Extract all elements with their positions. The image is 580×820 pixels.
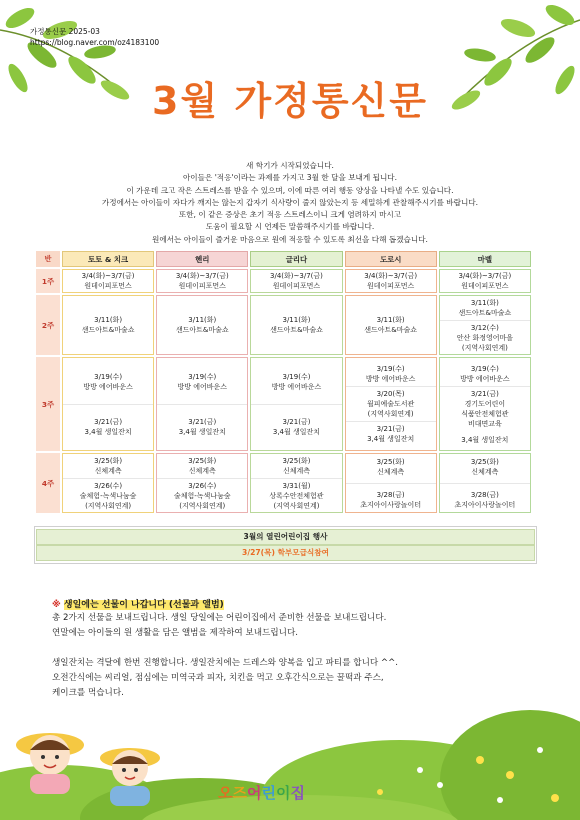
- intro-line: 이 가운데 크고 작은 스트레스를 받을 수 있으며, 이에 따른 여러 행동 양상을 나타낼 수도 있습니다.: [126, 185, 454, 195]
- class-header: 마벨: [439, 251, 531, 267]
- class-header: 글리다: [250, 251, 342, 267]
- intro-line: 새 학기가 시작되었습니다.: [246, 161, 334, 170]
- notice-line: 생일잔치는 격달에 한번 진행합니다. 생일잔치에는 드레스와 양복을 입고 파티를 합니다 ^^.: [52, 658, 399, 668]
- schedule-cell: 3/19(수) 방방 에어바운스 3/20(목) 월피예술도서관 (지역사회연계) 3/21(금) 3,4월 생일잔치: [345, 357, 437, 451]
- notice-paragraph: [52, 611, 386, 641]
- schedule-cell: 3/19(수) 방방 에어바운스 3/21(금) 3,4월 생일잔치: [156, 357, 248, 451]
- class-header-corner: 반: [36, 251, 60, 267]
- week-row: [36, 453, 531, 513]
- header-meta: [30, 26, 159, 48]
- schedule-cell: 3/19(수) 방방 에어바운스 3/21(금) 경기도어린이 식품안전체험관 비대면교육 3,4월 생일잔치: [439, 357, 531, 451]
- schedule-cell: 3/11(화) 샌드아트&마술쇼: [250, 295, 342, 355]
- notice-headline-text: 생일에는 선물이 나갑니다 (선물과 앨범): [63, 600, 224, 610]
- intro-line: 아이들은 '적응'이라는 과제를 가지고 3월 한 달을 보내게 됩니다.: [182, 173, 398, 183]
- schedule-cell: 3/25(화) 신체계측 3/28(금) 초지아이사랑놀이터: [439, 453, 531, 513]
- schedule-cell: 3/25(화) 신체계측 3/26(수) 술체험-녹색나눔숲 (지역사회연계): [156, 453, 248, 513]
- schedule-cell: 3/25(화) 신체계측 3/26(수) 술체험-녹색나눔숲 (지역사회연계): [62, 453, 154, 513]
- notice-mark: ※: [52, 600, 61, 610]
- notice-line: 케이크를 먹습니다.: [52, 688, 124, 698]
- schedule-cell: 3/4(화)~3/7(금) 원데이피포먼스: [250, 269, 342, 293]
- schedule-cell: 3/4(화)~3/7(금) 원데이피포먼스: [345, 269, 437, 293]
- schedule-cell: 3/25(화) 신체계측 3/31(월) 상록수안전체험관 (지역사회연계): [250, 453, 342, 513]
- class-header: 토토 & 치크: [62, 251, 154, 267]
- schedule-cell: 3/25(화) 신체계측 3/28(금) 초지아이사랑놀이터: [345, 453, 437, 513]
- intro-line: 도움이 필요할 시 언제든 말씀해주시기를 바랍니다.: [205, 222, 375, 232]
- schedule-cell: 3/4(화)~3/7(금) 원데이피포먼스: [439, 269, 531, 293]
- week-label: 2주: [36, 295, 60, 355]
- schedule-cell: 3/19(수) 방방 에어바운스 3/21(금) 3,4월 생일잔치: [62, 357, 154, 451]
- week-row: [36, 295, 531, 355]
- intro-line: 가정에서는 아이들이 자다가 깨지는 않는지 갑자기 식사량이 줄지 않았는지 등 세밀하게 관찰해주시기를 바랍니다.: [101, 197, 479, 207]
- page-title: 3월 가정통신문: [152, 79, 428, 123]
- event-detail: 3/27(목) 학부모급식참여: [36, 545, 535, 561]
- schedule-cell: 3/11(화) 샌드아트&마술쇼 3/12(수) 안산 화정영어마을 (지역사회연계): [439, 295, 531, 355]
- blog-url[interactable]: https://blog.naver.com/oz4183100: [30, 38, 160, 47]
- class-header: 도로시: [345, 251, 437, 267]
- intro-line: 또한, 이 같은 증상은 초기 적응 스트레스이니 크게 염려하지 마시고: [178, 210, 402, 220]
- intro-paragraph: [40, 160, 540, 246]
- week-label: 3주: [36, 357, 60, 451]
- schedule-cell: 3/11(화) 샌드아트&마술쇼: [156, 295, 248, 355]
- schedule-cell: 3/4(화)~3/7(금) 원데이피포먼스: [156, 269, 248, 293]
- notice-line: 총 2가지 선물을 보내드립니다. 생일 당일에는 어린이집에서 준비한 선물을 보내드립니다.: [52, 613, 387, 623]
- class-header: 헨리: [156, 251, 248, 267]
- intro-line: 원에서는 아이들이 즐거운 마음으로 원에 적응할 수 있도록 최선을 다해 돕겠습니다.: [152, 234, 428, 244]
- notice-headline: [52, 597, 224, 610]
- schedule-table: [34, 249, 533, 515]
- week-label: 1주: [36, 269, 60, 293]
- notice-paragraph: [52, 656, 398, 701]
- week-row: [36, 269, 531, 293]
- kindergarten-logo: 오즈어린이집: [218, 784, 305, 802]
- schedule-cell: 3/11(화) 샌드아트&마술쇼: [345, 295, 437, 355]
- schedule-cell: 3/11(화) 샌드아트&마술쇼: [62, 295, 154, 355]
- event-title: 3월의 열린어린이집 행사: [36, 529, 535, 545]
- notice-line: 연말에는 아이들의 원 생활을 담은 앨범을 제작하여 보내드립니다.: [52, 628, 298, 638]
- notice-line: 오전간식에는 씨리얼, 점심에는 미역국과 피자, 치킨을 먹고 오후간식으로는 꿀떡과 주스,: [52, 673, 384, 683]
- week-label: 4주: [36, 453, 60, 513]
- schedule-cell: 3/19(수) 방방 에어바운스 3/21(금) 3,4월 생일잔치: [250, 357, 342, 451]
- schedule-cell: 3/4(화)~3/7(금) 원데이피포먼스: [62, 269, 154, 293]
- week-row: [36, 357, 531, 451]
- newsletter-label: 가정통신문 2025-03: [30, 27, 100, 36]
